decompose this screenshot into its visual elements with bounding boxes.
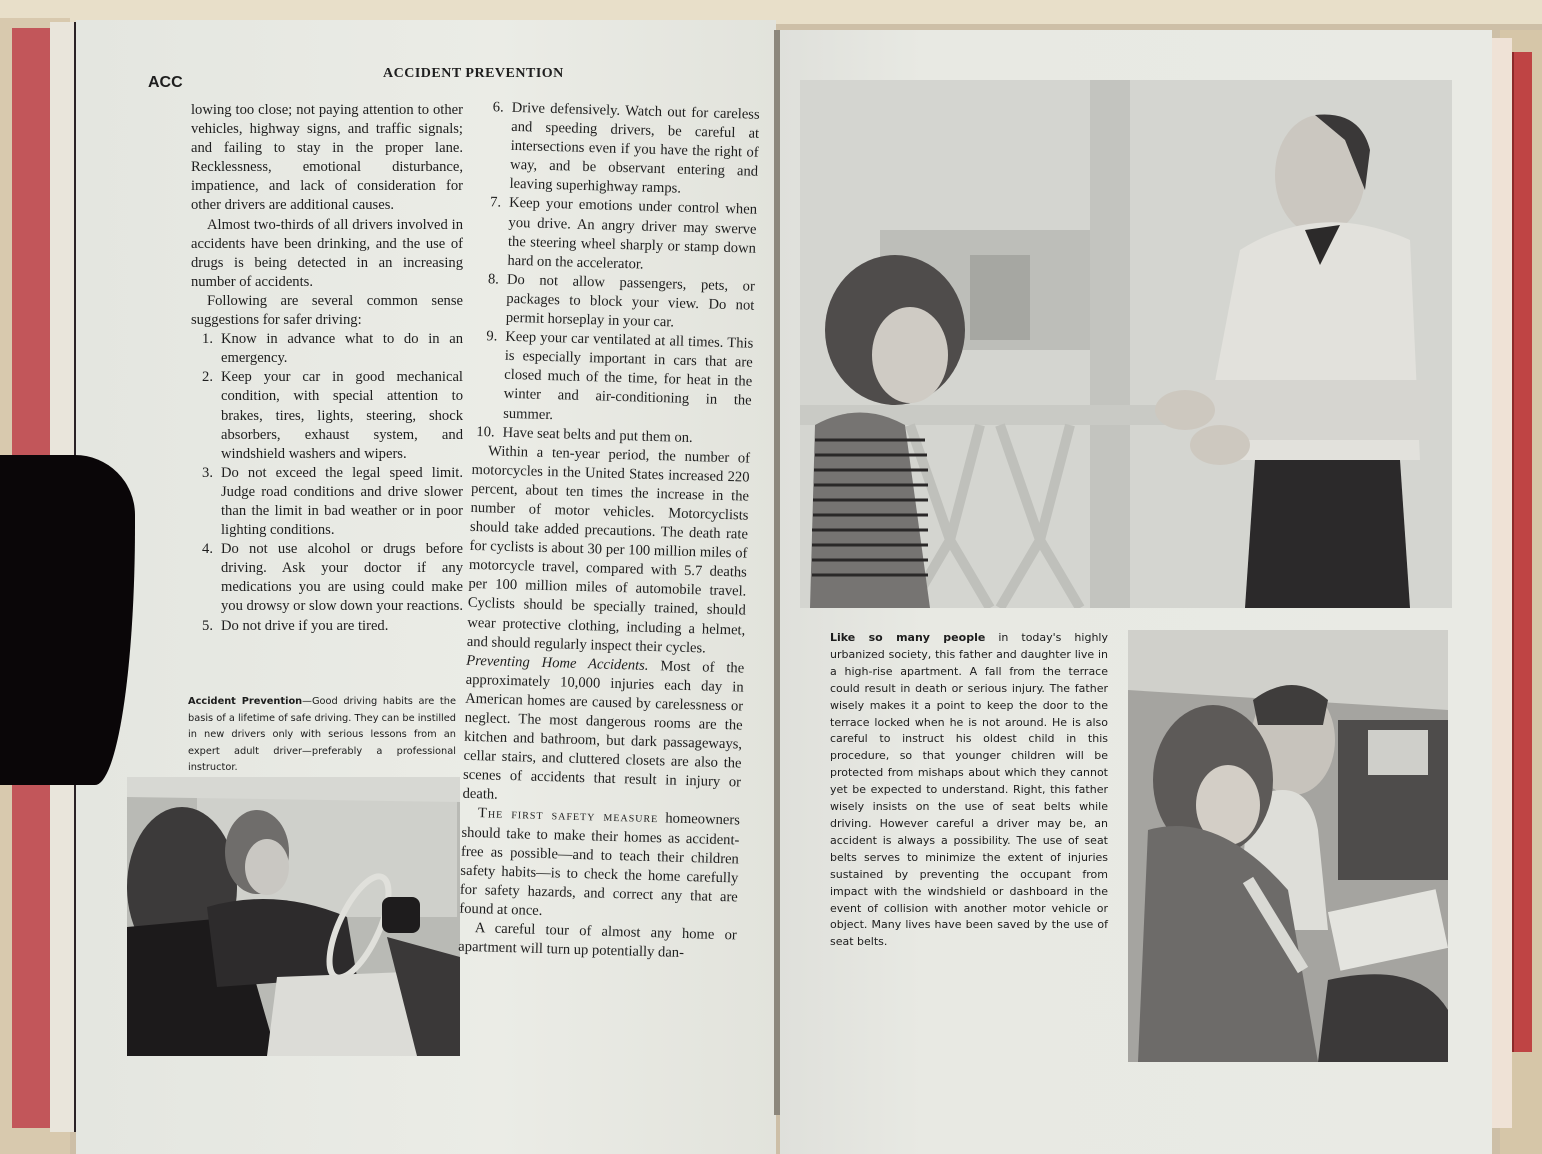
- list-item: [191, 368, 463, 463]
- paragraph-text: homeowners should take to make their homes as accident-free as possible—and to teach their children safety habits—is to check the home carefully for safety hazards, and correct any that are found at once.: [459, 810, 741, 919]
- list-number: 10.: [476, 423, 495, 441]
- photo-caption-right: [830, 630, 1108, 951]
- small-caps-lead: The first safety measure: [477, 805, 659, 827]
- photo-caption-left: [188, 694, 456, 777]
- list-number: 5.: [202, 617, 213, 634]
- finger-shadow: [0, 455, 135, 785]
- section-heading: Preventing Home Accidents.: [466, 652, 649, 674]
- photo-driving-image: [127, 777, 460, 1056]
- list-text: Do not exceed the legal speed limit. Judge road conditions and drive slower than the limit in bad weather or in poor lighting conditions.: [221, 464, 463, 539]
- first-safety-measure-paragraph: [459, 804, 740, 926]
- photo-driving-lesson: [127, 777, 460, 1056]
- list-number: 7.: [489, 194, 502, 212]
- photo-apartment-terrace: [800, 80, 1452, 608]
- list-number: 9.: [486, 328, 498, 345]
- running-head-code: ACC: [148, 74, 183, 91]
- second-text-column: [458, 98, 760, 965]
- paragraph: lowing too close; not paying attention to other vehicles, highway signs, and traffic signals; and failing to stay in the proper lane. Recklessness, emotional disturbance, impatience, and lack of consideration for other drivers are additional causes.: [191, 102, 463, 214]
- list-text: Have seat belts and put them on.: [502, 424, 693, 446]
- list-text: Do not use alcohol or drugs before driving. Ask your doctor if any medications you are using could make you drowsy or slow down your reactions.: [221, 541, 463, 615]
- list-number: 4.: [202, 541, 213, 558]
- list-item: [191, 330, 463, 368]
- list-item: [479, 98, 760, 201]
- list-text: Keep your car in good mechanical condition, with special attention to brakes, tires, lights, steering, shock absorbers, exhaust system, and windshield washers and wipers.: [221, 369, 463, 462]
- list-number: 1.: [202, 331, 213, 348]
- list-item: [191, 617, 463, 636]
- list-text: Keep your car ventilated at all times. This is especially important in cars that are closed much of the time, for heat in the winter and air-conditioning in the summer.: [502, 328, 754, 423]
- list-item: [477, 193, 757, 277]
- caption-lead: Like so many people: [830, 631, 986, 644]
- running-head-title: ACCIDENT PREVENTION: [383, 66, 564, 81]
- list-item: [473, 327, 754, 430]
- paragraph: A careful tour of almost any home or apartment will turn up potentially dan-: [458, 920, 737, 962]
- list-number: 8.: [487, 271, 500, 288]
- red-binding-right: [1512, 52, 1532, 1052]
- list-number: 6.: [492, 99, 504, 116]
- list-text: Do not drive if you are tired.: [221, 617, 389, 634]
- photo-apartment-image: [800, 80, 1452, 608]
- list-item: [476, 270, 755, 335]
- list-item: [191, 540, 463, 616]
- caption-text: in today's highly urbanized society, this father and daughter live in a high-rise apartment. A fall from the terrace could result in death or serious injury. The father wisely makes it a point to keep the door to the terrace locked when he is not around. He is also careful to instruct his oldest child in this procedure, so that younger children will be protected from mishaps about which they cannot yet be expected to understand. Right, this father wisely insists on the use of seat belts while driving. However careful a driver may be, an accident is always a possibility. The use of seat belts serves to minimize the extent of injuries sustained by preventing the occupant from impact with the windshield or dashboard in the event of collision with another motor vehicle or object. Many lives have been saved by the use of seat belts.: [830, 631, 1108, 949]
- list-number: 2.: [202, 369, 213, 386]
- photo-seatbelt: [1128, 630, 1448, 1062]
- motorcycle-paragraph: Within a ten-year period, the number of motorcycles in the United States increased 220 percent, about ten times the increase in the number of motor vehicles. Motorcyclists should take added precautions. The death rate for cyclists is about 30 per 100 million miles of motorcycle travel, compared with 5.7 deaths per 100 million miles of automobile travel. Cyclists should be specially trained, should wear protective clothing, including a helmet, and should regularly inspect their cycles.: [466, 442, 751, 657]
- list-text: Drive defensively. Watch out for careless and speeding drivers, be careful at intersections even if you have the right of way, and be observant entering and leaving superhighway ramps.: [509, 99, 760, 197]
- paragraph: Following are several common sense suggestions for safer driving:: [191, 292, 463, 329]
- caption-text: —Good driving habits are the basis of a lifetime of safe driving. They can be instilled in new drivers only with serious lessons from an expert adult driver—preferably a professional instructor.: [188, 696, 457, 774]
- list-item: [191, 464, 463, 540]
- paragraph: Almost two-thirds of all drivers involved in accidents have been drinking, and the use of drugs is being detected in an increasing number of accidents.: [191, 216, 463, 290]
- home-accidents-paragraph: [462, 652, 744, 812]
- paragraph-text: Most of the approximately 10,000 injuries each day in American homes are caused by carelessness or neglect. The most dangerous rooms are the kitchen and bathroom, but dark passageways, cellar stairs, and cluttered closets are also the scenes of accidents that result in injury or death.: [462, 657, 745, 804]
- list-text: Keep your emotions under control when you drive. An angry driver may swerve the steering wheel sharply or stamp down hard on the accelerator.: [507, 195, 758, 273]
- photo-seatbelt-image: [1128, 630, 1448, 1062]
- page-stack-edge-right: [1490, 38, 1512, 1128]
- caption-lead: Accident Prevention: [188, 696, 303, 707]
- list-text: Do not allow passengers, pets, or packages to block your view. Do not permit horseplay in your car.: [505, 271, 756, 331]
- list-number: 3.: [202, 464, 213, 481]
- list-text: Know in advance what to do in an emergency.: [221, 331, 463, 367]
- left-text-column: [191, 101, 463, 636]
